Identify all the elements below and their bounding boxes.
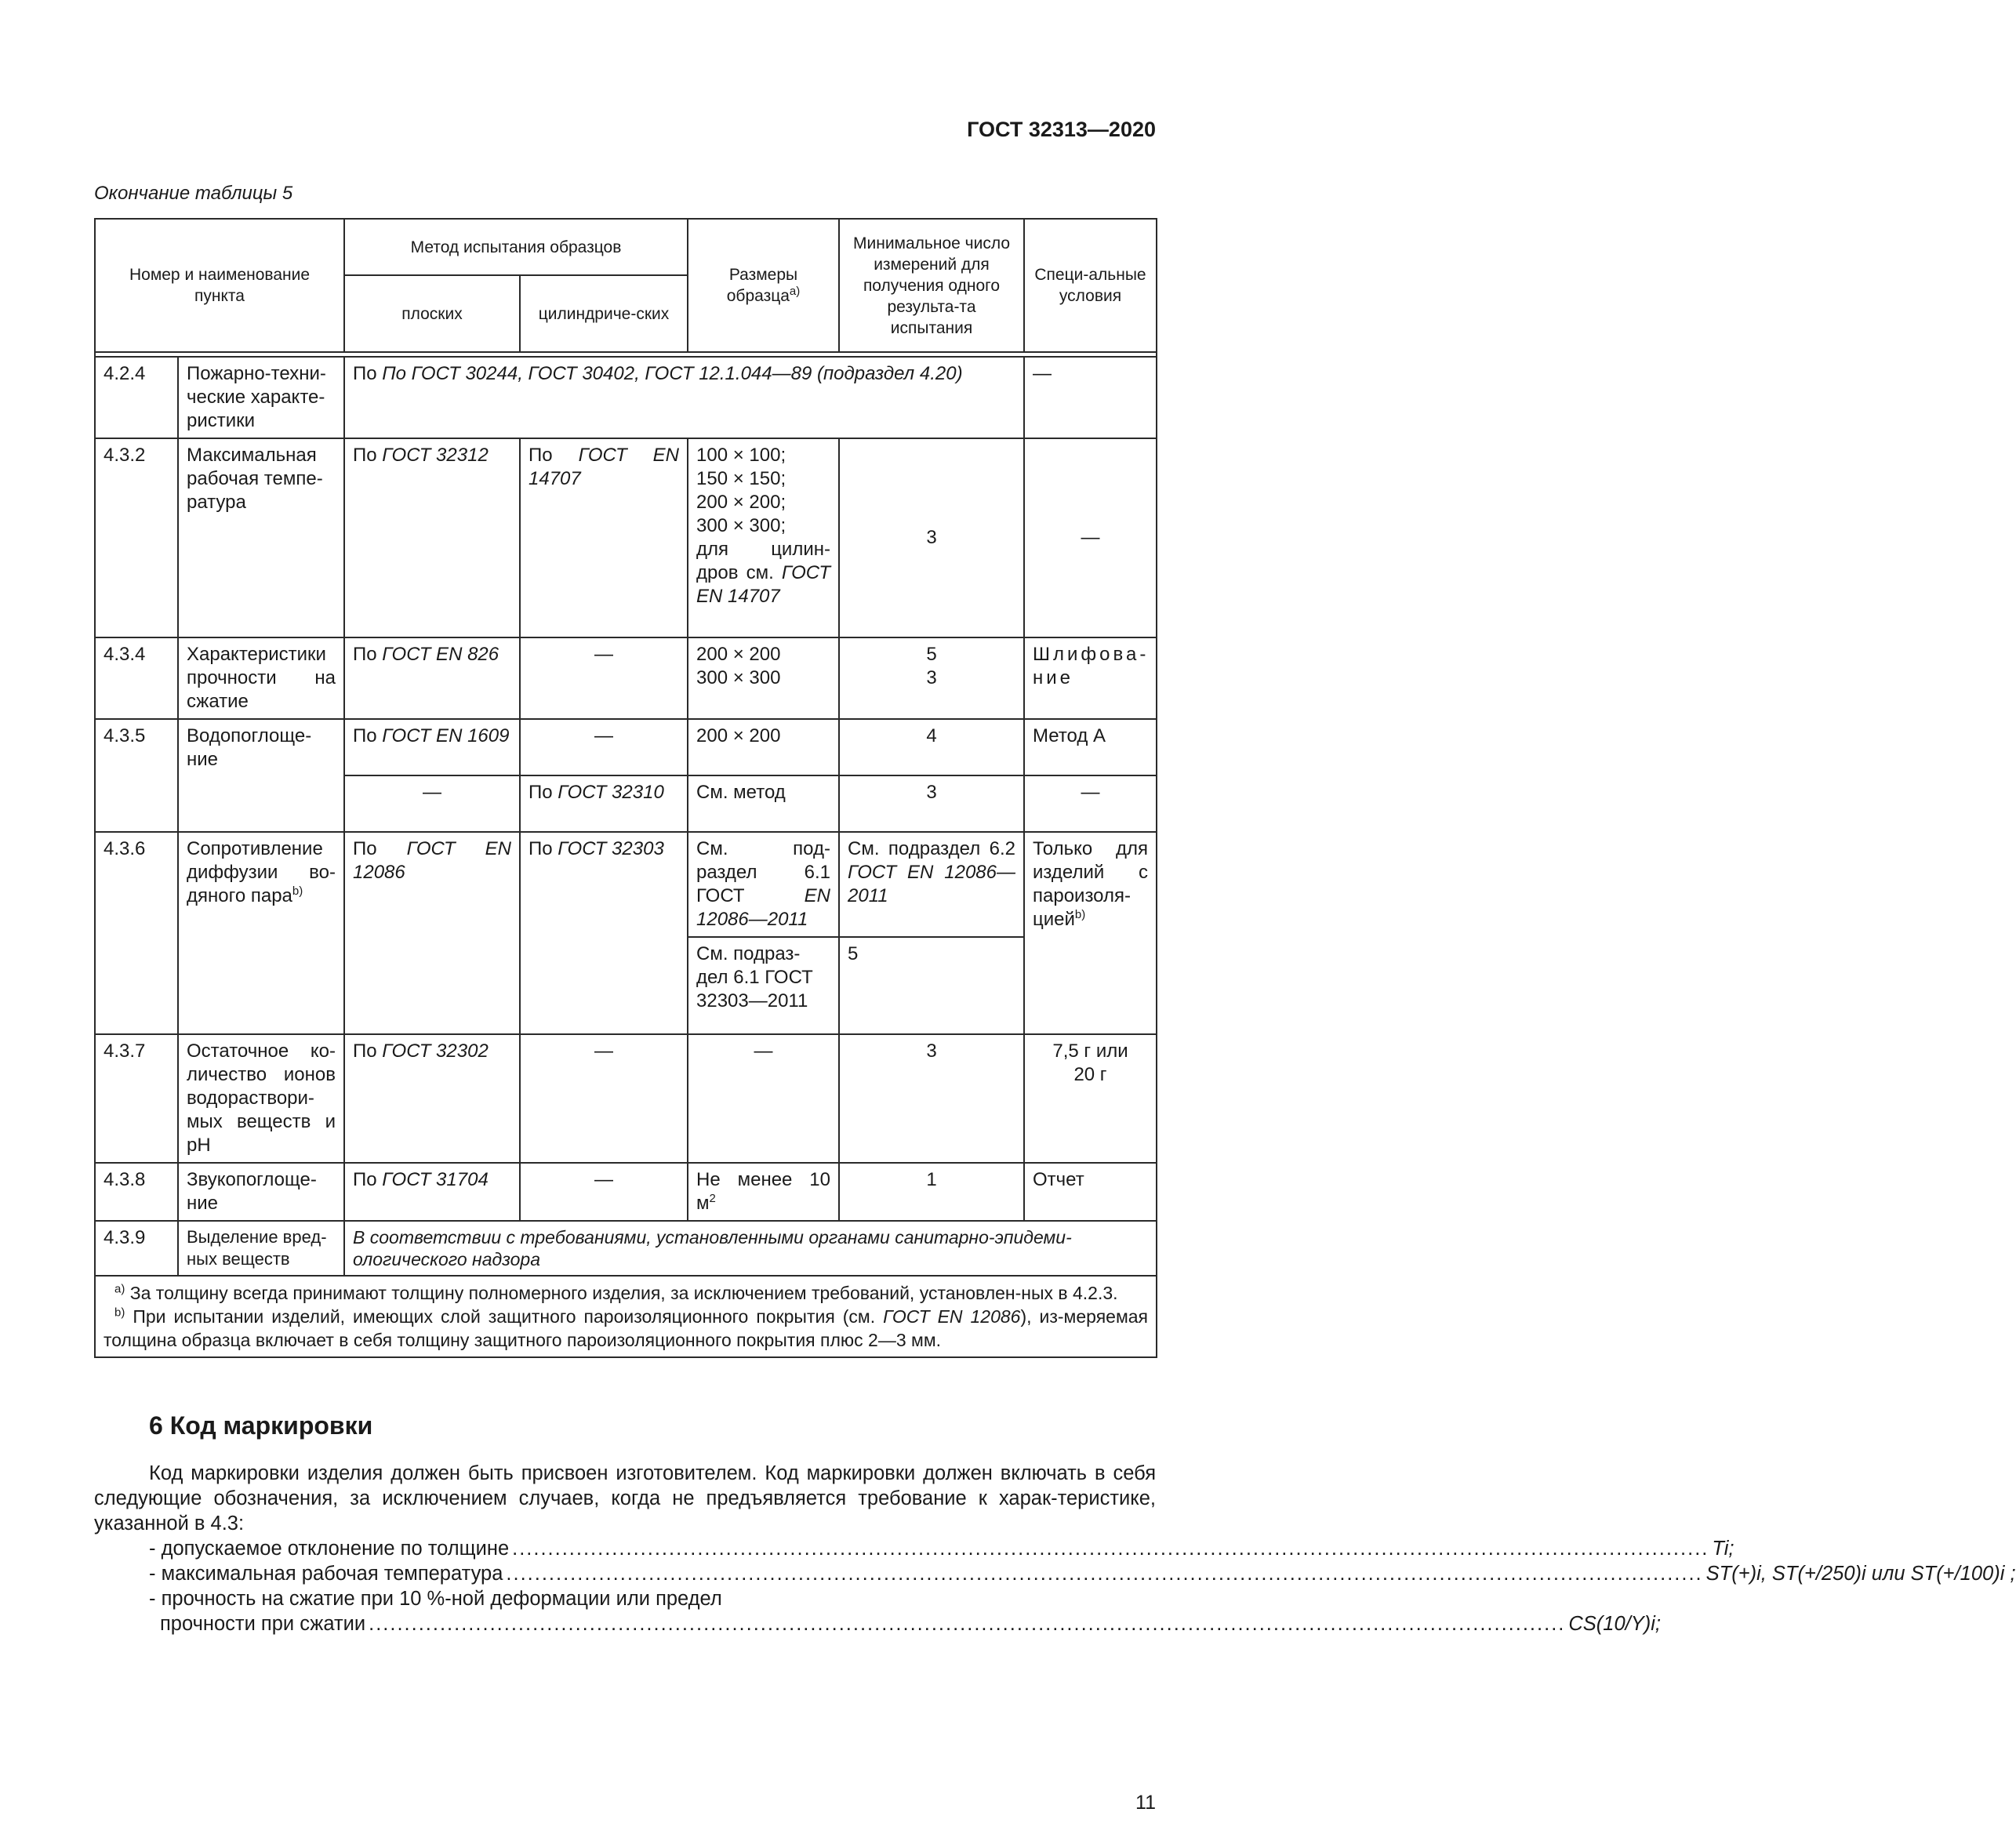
row-flat: По ГОСТ EN 826 — [344, 637, 520, 719]
row-name: Выделение вред-ных веществ — [178, 1221, 344, 1276]
header-min-measurements: Минимальное число измерений для получения одного результа-та испытания — [839, 219, 1024, 352]
header-size: Размеры образца$^{а)}$ — [688, 219, 839, 352]
section-intro: Код маркировки изделия должен быть присвоен изготовителем. Код маркировки должен включать в себя следующие обозначения, за исключением случаев, когда не предъявляется требование к харак-теристике, указанной в 4.3: — [94, 1462, 1156, 1534]
row-min: 3 — [839, 1034, 1024, 1163]
row-special: Только для изделий с пароизоля-цией$^{b)}$ — [1024, 832, 1157, 1034]
row-flat: — — [344, 775, 520, 832]
code-item-compression-line1: - прочность на сжатие при 10 %-ной деформации или предел — [149, 1588, 722, 1610]
row-number: 4.3.9 — [95, 1221, 178, 1276]
row-size: Не менее 10 $м^2$ — [688, 1163, 839, 1221]
code-item-compression: прочности при сжатии ........................................................................................................................................................................ CS(10/Y)i; — [160, 1613, 1661, 1635]
row-size: 200 × 200 — [688, 719, 839, 775]
row-min: 3 — [839, 775, 1024, 832]
row-cyl: — — [520, 1163, 688, 1221]
row-flat: По ГОСТ EN 1609 — [344, 719, 520, 775]
document-code: ГОСТ 32313—2020 — [967, 118, 1156, 141]
row-number: 4.3.2 — [95, 438, 178, 637]
header-flat: плоских — [344, 275, 520, 352]
row-number: 4.3.7 — [95, 1034, 178, 1163]
row-cyl: — — [520, 637, 688, 719]
footnote-a: $^{а)}$ За толщину всегда принимают толщину полномерного изделия, за исключением требований, установлен-ных в 4.2.3. — [114, 1282, 1118, 1303]
table-5-continuation — [94, 218, 1157, 1358]
table-row — [95, 357, 1157, 438]
row-name: Максимальная рабочая темпе-ратура — [178, 438, 344, 637]
row-min: См. подраздел 6.2 ГОСТ EN 12086—2011 — [839, 832, 1024, 937]
code-item-max-temp: - максимальная рабочая температура ........................................................................................................................................................................ ST(+)i, ST(+/250)i или ST(+/100)i ; — [149, 1563, 2016, 1585]
row-size: См. под-раздел 6.1 ГОСТ EN 12086—2011 — [688, 832, 839, 937]
row-size: 200 × 200 300 × 300 — [688, 637, 839, 719]
row-name: Характеристики прочности на сжатие — [178, 637, 344, 719]
row-flat: По ГОСТ 32312 — [344, 438, 520, 637]
row-method-merged: По По ГОСТ 30244, ГОСТ 30402, ГОСТ 12.1.044—89 (подраздел 4.20) — [344, 357, 1024, 438]
table-footnotes — [95, 1276, 1157, 1357]
table-row — [95, 1221, 1157, 1276]
row-special: Метод А — [1024, 719, 1157, 775]
row-number: 4.3.6 — [95, 832, 178, 1034]
header-method: Метод испытания образцов — [344, 219, 688, 275]
row-min: 5 — [839, 937, 1024, 1034]
row-cyl: — — [520, 719, 688, 775]
row-number: 4.3.5 — [95, 719, 178, 832]
row-min: 4 — [839, 719, 1024, 775]
footnote-b: $^{b)}$ При испытании изделий, имеющих слой защитного пароизоляционного покрытия (см. ГОСТ EN 12086), из-меряемая толщина образца включает в себя толщину защитного пароизоляционного покрытия плюс 2—3 мм. — [104, 1306, 1148, 1350]
row-cyl: По ГОСТ EN 14707 — [520, 438, 688, 637]
page-number: 11 — [1135, 1792, 1156, 1814]
row-cyl: По ГОСТ 32303 — [520, 832, 688, 1034]
row-special: — — [1024, 357, 1157, 438]
row-min: 1 — [839, 1163, 1024, 1221]
row-cyl: — — [520, 1034, 688, 1163]
row-size: 100 × 100; 150 × 150; 200 × 200; 300 × 300; для цилин-дров см. ГОСТ EN 14707 — [688, 438, 839, 637]
row-name: Сопротивление диффузии во-дяного пара$^{b)}$ — [178, 832, 344, 1034]
row-size: См. метод — [688, 775, 839, 832]
section-title: 6 Код маркировки — [149, 1411, 373, 1440]
table-row — [95, 438, 1157, 637]
table-row — [95, 1163, 1157, 1221]
row-number: 4.3.4 — [95, 637, 178, 719]
row-cyl: По ГОСТ 32310 — [520, 775, 688, 832]
row-special: Шлифова-ние — [1024, 637, 1157, 719]
row-number: 4.2.4 — [95, 357, 178, 438]
table-row — [95, 832, 1157, 937]
table-row — [95, 1034, 1157, 1163]
code-item-thickness: - допускаемое отклонение по толщине ........................................................................................................................................................................ Ti; — [149, 1538, 1734, 1560]
table-caption: Окончание таблицы 5 — [94, 183, 293, 204]
row-name: Звукопоглоще-ние — [178, 1163, 344, 1221]
header-item: Номер и наименование пункта — [95, 219, 344, 352]
table-row — [95, 719, 1157, 775]
header-special-conditions: Специ-альные условия — [1024, 219, 1157, 352]
row-special: 7,5 г или 20 г — [1024, 1034, 1157, 1163]
row-name: Водопоглоще-ние — [178, 719, 344, 832]
row-number: 4.3.8 — [95, 1163, 178, 1221]
row-flat: По ГОСТ 32302 — [344, 1034, 520, 1163]
row-flat: По ГОСТ 31704 — [344, 1163, 520, 1221]
row-min: 3 — [839, 438, 1024, 637]
header-cylindrical: цилиндриче-ских — [520, 275, 688, 352]
row-size: См. подраз-дел 6.1 ГОСТ 32303—2011 — [688, 937, 839, 1034]
row-name: Остаточное ко-личество ионов водораствори-мых веществ и pH — [178, 1034, 344, 1163]
section-body — [94, 1461, 2016, 1636]
row-flat: По ГОСТ EN 12086 — [344, 832, 520, 1034]
row-size: — — [688, 1034, 839, 1163]
row-method-merged: В соответствии с требованиями, установленными органами санитарно-эпидеми-ологического надзора — [344, 1221, 1157, 1276]
row-min: 5 3 — [839, 637, 1024, 719]
row-special: Отчет — [1024, 1163, 1157, 1221]
row-special: — — [1024, 775, 1157, 832]
table-row — [95, 637, 1157, 719]
row-name: Пожарно-техни-ческие характе-ристики — [178, 357, 344, 438]
row-special: — — [1024, 438, 1157, 637]
